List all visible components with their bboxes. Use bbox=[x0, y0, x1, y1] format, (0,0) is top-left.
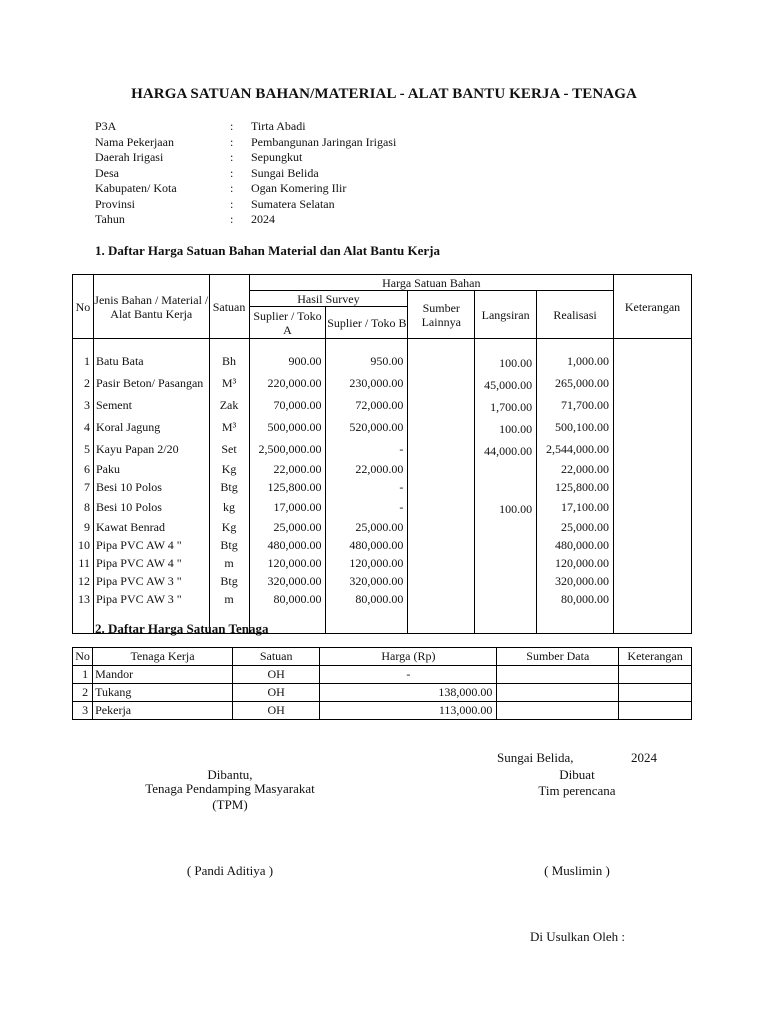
row-langsiran: 45,000.00 bbox=[475, 372, 537, 394]
row-satuan: Set bbox=[209, 438, 249, 460]
labor-price-table bbox=[72, 647, 692, 720]
header-satuan: Satuan bbox=[232, 648, 320, 666]
row-suplier-a: 17,000.00 bbox=[249, 496, 326, 518]
info-colon: : bbox=[230, 212, 234, 226]
row-langsiran bbox=[475, 554, 537, 572]
signature-right-line2: Tim perencana bbox=[538, 783, 616, 798]
row-suplier-a: 320,000.00 bbox=[249, 572, 326, 590]
info-row bbox=[95, 119, 396, 135]
header-sumber-lainnya: Sumber Lainnya bbox=[408, 291, 475, 339]
row-jenis: Paku bbox=[93, 460, 209, 478]
info-row bbox=[95, 197, 396, 213]
row-satuan: Kg bbox=[209, 460, 249, 478]
row-langsiran: 100.00 bbox=[475, 350, 537, 372]
row-keterangan bbox=[614, 460, 692, 478]
table-row bbox=[73, 590, 692, 608]
row-jenis: Pasir Beton/ Pasangan bbox=[93, 372, 209, 394]
row-langsiran bbox=[475, 478, 537, 496]
row-tenaga-kerja: Mandor bbox=[93, 666, 233, 684]
row-langsiran: 1,700.00 bbox=[475, 394, 537, 416]
row-no: 6 bbox=[73, 460, 94, 478]
info-value: Pembangunan Jaringan Irigasi bbox=[251, 134, 397, 149]
row-keterangan bbox=[614, 590, 692, 608]
header-tenaga-kerja: Tenaga Kerja bbox=[93, 648, 233, 666]
row-sumber-data bbox=[497, 684, 619, 702]
row-sumber-lainnya bbox=[408, 372, 475, 394]
row-keterangan bbox=[614, 372, 692, 394]
header-suplier-b: Suplier / Toko B bbox=[326, 307, 408, 339]
row-keterangan bbox=[614, 572, 692, 590]
info-label: Nama Pekerjaan bbox=[95, 134, 174, 149]
header-harga: Harga (Rp) bbox=[320, 648, 497, 666]
row-suplier-b: 520,000.00 bbox=[326, 416, 408, 438]
info-colon: : bbox=[230, 150, 234, 164]
signature-right-name: ( Muslimin ) bbox=[544, 863, 610, 878]
row-keterangan bbox=[614, 554, 692, 572]
row-keterangan bbox=[619, 702, 692, 720]
info-value: Sepungkut bbox=[251, 150, 303, 164]
row-suplier-a: 80,000.00 bbox=[249, 590, 326, 608]
row-jenis: Pipa PVC AW 3 " bbox=[93, 590, 209, 608]
header-suplier-a: Suplier / Toko A bbox=[249, 307, 326, 339]
row-jenis: Besi 10 Polos bbox=[93, 478, 209, 496]
info-value: Ogan Komering Ilir bbox=[251, 181, 347, 195]
row-tenaga-kerja: Pekerja bbox=[93, 702, 233, 720]
row-keterangan bbox=[614, 438, 692, 460]
row-suplier-b: 72,000.00 bbox=[326, 394, 408, 416]
row-satuan: OH bbox=[232, 666, 320, 684]
row-no: 9 bbox=[73, 518, 94, 536]
table-row bbox=[73, 394, 692, 416]
section-1-title: 1. Daftar Harga Satuan Bahan Material dan Alat Bantu Kerja bbox=[95, 243, 440, 258]
row-satuan: m bbox=[209, 554, 249, 572]
row-suplier-b: 25,000.00 bbox=[326, 518, 408, 536]
row-no: 2 bbox=[73, 684, 93, 702]
row-satuan: m bbox=[209, 590, 249, 608]
row-realisasi: 265,000.00 bbox=[537, 372, 614, 394]
row-suplier-a: 500,000.00 bbox=[249, 416, 326, 438]
row-sumber-lainnya bbox=[408, 416, 475, 438]
row-realisasi: 22,000.00 bbox=[537, 460, 614, 478]
header-harga-satuan-bahan: Harga Satuan Bahan bbox=[249, 275, 614, 291]
row-suplier-a: 2,500,000.00 bbox=[249, 438, 326, 460]
row-sumber-lainnya bbox=[408, 460, 475, 478]
row-keterangan bbox=[614, 416, 692, 438]
signature-left-name: ( Pandi Aditiya ) bbox=[186, 863, 274, 878]
row-no: 12 bbox=[73, 572, 94, 590]
info-colon: : bbox=[230, 165, 234, 180]
row-suplier-b: - bbox=[326, 478, 408, 496]
row-sumber-data bbox=[497, 666, 619, 684]
row-sumber-lainnya bbox=[408, 478, 475, 496]
row-sumber-lainnya bbox=[408, 496, 475, 518]
row-langsiran: 100.00 bbox=[475, 496, 537, 518]
row-sumber-data bbox=[497, 702, 619, 720]
row-realisasi: 71,700.00 bbox=[537, 394, 614, 416]
signature-year: 2024 bbox=[631, 750, 657, 765]
row-langsiran bbox=[475, 460, 537, 478]
row-no: 8 bbox=[73, 496, 94, 518]
row-keterangan bbox=[614, 496, 692, 518]
signature-right-line1: Dibuat bbox=[559, 767, 595, 782]
row-no: 5 bbox=[73, 438, 94, 460]
row-suplier-a: 120,000.00 bbox=[249, 554, 326, 572]
signature-left-line1: Dibantu, bbox=[207, 767, 253, 782]
info-colon: : bbox=[230, 181, 234, 195]
row-keterangan bbox=[614, 350, 692, 372]
row-suplier-b: 120,000.00 bbox=[326, 554, 408, 572]
row-keterangan bbox=[619, 666, 692, 684]
table-row bbox=[73, 518, 692, 536]
row-suplier-b: 230,000.00 bbox=[326, 372, 408, 394]
table-row bbox=[73, 554, 692, 572]
info-row bbox=[95, 212, 396, 228]
row-satuan: M³ bbox=[209, 372, 249, 394]
row-jenis: Besi 10 Polos bbox=[93, 496, 209, 518]
row-keterangan bbox=[619, 684, 692, 702]
header-satuan: Satuan bbox=[209, 275, 249, 339]
row-harga: - bbox=[320, 666, 497, 684]
header-no: No bbox=[73, 648, 93, 666]
header-hasil-survey: Hasil Survey bbox=[249, 291, 408, 307]
row-suplier-b: 480,000.00 bbox=[326, 536, 408, 554]
row-realisasi: 2,544,000.00 bbox=[537, 438, 614, 460]
row-suplier-a: 900.00 bbox=[249, 350, 326, 372]
signature-place: Sungai Belida, bbox=[497, 750, 574, 765]
info-colon: : bbox=[230, 119, 234, 133]
row-realisasi: 80,000.00 bbox=[537, 590, 614, 608]
row-satuan: OH bbox=[232, 702, 320, 720]
row-langsiran bbox=[475, 536, 537, 554]
row-keterangan bbox=[614, 536, 692, 554]
row-suplier-a: 70,000.00 bbox=[249, 394, 326, 416]
row-suplier-a: 125,800.00 bbox=[249, 478, 326, 496]
row-suplier-b: 950.00 bbox=[326, 350, 408, 372]
info-label: Kabupaten/ Kota bbox=[95, 181, 177, 195]
table-row bbox=[73, 496, 692, 518]
header-keterangan: Keterangan bbox=[614, 275, 692, 339]
row-no: 7 bbox=[73, 478, 94, 496]
row-suplier-a: 480,000.00 bbox=[249, 536, 326, 554]
table-row bbox=[73, 666, 692, 684]
row-realisasi: 320,000.00 bbox=[537, 572, 614, 590]
table-row bbox=[73, 684, 692, 702]
header-no: No bbox=[73, 275, 94, 339]
row-tenaga-kerja: Tukang bbox=[93, 684, 233, 702]
row-satuan: Kg bbox=[209, 518, 249, 536]
info-label: Desa bbox=[95, 165, 119, 180]
header-realisasi: Realisasi bbox=[537, 291, 614, 339]
table-row bbox=[73, 438, 692, 460]
row-sumber-lainnya bbox=[408, 536, 475, 554]
info-colon: : bbox=[230, 196, 234, 211]
info-colon: : bbox=[230, 134, 234, 149]
row-suplier-a: 25,000.00 bbox=[249, 518, 326, 536]
row-sumber-lainnya bbox=[408, 554, 475, 572]
info-row bbox=[95, 135, 396, 151]
info-row bbox=[95, 181, 396, 197]
info-row bbox=[95, 150, 396, 166]
row-no: 13 bbox=[73, 590, 94, 608]
row-realisasi: 500,100.00 bbox=[537, 416, 614, 438]
row-langsiran bbox=[475, 572, 537, 590]
table-row bbox=[73, 350, 692, 372]
row-jenis: Pipa PVC AW 4 " bbox=[93, 554, 209, 572]
table-row bbox=[73, 478, 692, 496]
row-keterangan bbox=[614, 478, 692, 496]
header-keterangan: Keterangan bbox=[619, 648, 692, 666]
row-langsiran bbox=[475, 518, 537, 536]
row-suplier-b: - bbox=[326, 438, 408, 460]
row-jenis: Pipa PVC AW 3 " bbox=[93, 572, 209, 590]
info-label: Provinsi bbox=[95, 196, 136, 211]
row-realisasi: 120,000.00 bbox=[537, 554, 614, 572]
row-sumber-lainnya bbox=[408, 350, 475, 372]
row-jenis: Pipa PVC AW 4 " bbox=[93, 536, 209, 554]
row-realisasi: 17,100.00 bbox=[537, 496, 614, 518]
row-sumber-lainnya bbox=[408, 572, 475, 590]
row-jenis: Kayu Papan 2/20 bbox=[93, 438, 209, 460]
row-satuan: kg bbox=[209, 496, 249, 518]
row-realisasi: 1,000.00 bbox=[537, 350, 614, 372]
header-sumber-data: Sumber Data bbox=[497, 648, 619, 666]
row-satuan: Btg bbox=[209, 478, 249, 496]
proposed-by-label: Di Usulkan Oleh : bbox=[530, 929, 625, 944]
info-label: Daerah Irigasi bbox=[95, 150, 164, 164]
row-suplier-b: 22,000.00 bbox=[326, 460, 408, 478]
material-price-table bbox=[72, 274, 692, 634]
info-value: Sungai Belida bbox=[251, 165, 319, 180]
row-no: 3 bbox=[73, 394, 94, 416]
row-satuan: OH bbox=[232, 684, 320, 702]
row-satuan: Bh bbox=[209, 350, 249, 372]
row-realisasi: 480,000.00 bbox=[537, 536, 614, 554]
row-keterangan bbox=[614, 518, 692, 536]
info-label: Tahun bbox=[95, 212, 125, 226]
row-satuan: Zak bbox=[209, 394, 249, 416]
row-no: 1 bbox=[73, 666, 93, 684]
row-no: 1 bbox=[73, 350, 94, 372]
signature-left-line2: Tenaga Pendamping Masyarakat (TPM) bbox=[145, 781, 315, 812]
header-jenis: Jenis Bahan / Material / Alat Bantu Kerja bbox=[93, 275, 209, 339]
row-realisasi: 25,000.00 bbox=[537, 518, 614, 536]
info-value: Sumatera Selatan bbox=[251, 196, 335, 211]
document-title: HARGA SATUAN BAHAN/MATERIAL - ALAT BANTU KERJA - TENAGA bbox=[131, 86, 637, 102]
row-sumber-lainnya bbox=[408, 394, 475, 416]
row-langsiran: 44,000.00 bbox=[475, 438, 537, 460]
section-2-title: 2. Daftar Harga Satuan Tenaga bbox=[95, 621, 269, 636]
row-harga: 113,000.00 bbox=[320, 702, 497, 720]
row-no: 4 bbox=[73, 416, 94, 438]
table-row bbox=[73, 536, 692, 554]
row-jenis: Sement bbox=[93, 394, 209, 416]
row-sumber-lainnya bbox=[408, 438, 475, 460]
info-label: P3A bbox=[95, 119, 117, 133]
row-satuan: Btg bbox=[209, 536, 249, 554]
row-sumber-lainnya bbox=[408, 518, 475, 536]
info-row bbox=[95, 166, 396, 182]
row-suplier-b: - bbox=[326, 496, 408, 518]
row-suplier-a: 22,000.00 bbox=[249, 460, 326, 478]
row-suplier-b: 80,000.00 bbox=[326, 590, 408, 608]
row-satuan: M³ bbox=[209, 416, 249, 438]
row-jenis: Kawat Benrad bbox=[93, 518, 209, 536]
row-keterangan bbox=[614, 394, 692, 416]
info-value: 2024 bbox=[251, 212, 275, 226]
row-no: 3 bbox=[73, 702, 93, 720]
row-satuan: Btg bbox=[209, 572, 249, 590]
row-jenis: Koral Jagung bbox=[93, 416, 209, 438]
row-suplier-a: 220,000.00 bbox=[249, 372, 326, 394]
info-value: Tirta Abadi bbox=[251, 119, 306, 133]
row-no: 2 bbox=[73, 372, 94, 394]
row-no: 11 bbox=[73, 554, 94, 572]
row-realisasi: 125,800.00 bbox=[537, 478, 614, 496]
project-info bbox=[95, 119, 396, 228]
header-langsiran: Langsiran bbox=[475, 291, 537, 339]
row-no: 10 bbox=[73, 536, 94, 554]
table-row bbox=[73, 460, 692, 478]
table-row bbox=[73, 416, 692, 438]
table-row bbox=[73, 702, 692, 720]
table-row bbox=[73, 572, 692, 590]
row-jenis: Batu Bata bbox=[93, 350, 209, 372]
row-suplier-b: 320,000.00 bbox=[326, 572, 408, 590]
row-langsiran bbox=[475, 590, 537, 608]
row-langsiran: 100.00 bbox=[475, 416, 537, 438]
table-row bbox=[73, 372, 692, 394]
row-harga: 138,000.00 bbox=[320, 684, 497, 702]
row-sumber-lainnya bbox=[408, 590, 475, 608]
